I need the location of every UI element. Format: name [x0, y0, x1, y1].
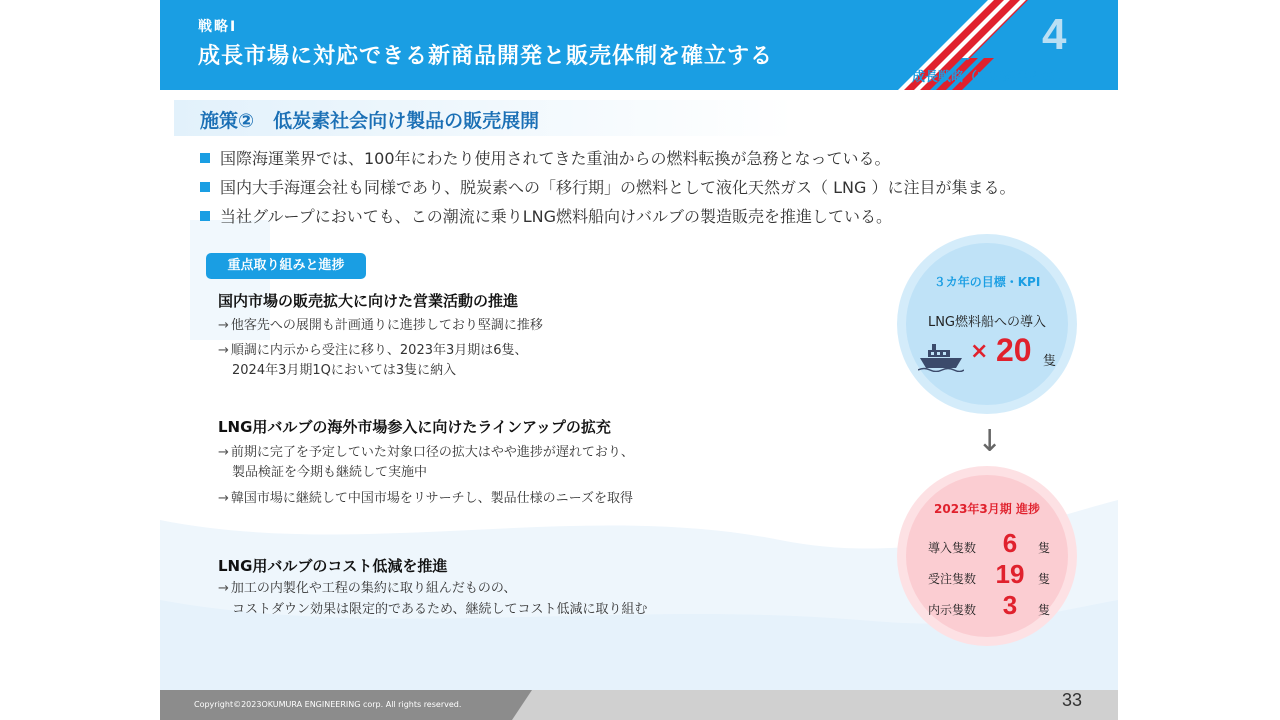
arrow-icon: → — [218, 491, 229, 506]
ship-icon — [918, 342, 964, 372]
progress-row — [928, 561, 1058, 591]
progress-value: 3 — [1002, 590, 1018, 620]
down-arrow-icon: ↓ — [977, 424, 1003, 459]
focus-item-line: 製品検証を今期も継続して実施中 — [232, 465, 428, 480]
progress-unit: 隻 — [1038, 572, 1051, 586]
progress-label: 導入隻数 — [928, 541, 977, 555]
square-bullet-icon — [200, 211, 210, 221]
bullet-item — [200, 143, 1015, 172]
arrow-icon: → — [218, 318, 229, 333]
focus-item-line: 2024年3月期1Qにおいては3隻に納入 — [232, 363, 457, 378]
progress-value: 19 — [995, 559, 1025, 589]
bullet-text: 国際海運業界では、100年にわたり使用されてきた重油からの燃料転換が急務となっている。 — [220, 149, 891, 168]
progress-label: 受注隻数 — [928, 572, 977, 586]
arrow-icon: → — [218, 581, 229, 596]
chapter-number: 4 — [1042, 10, 1067, 59]
focus-item-line: → 前期に完了を予定していた対象口径の拡大はやや進捗が遅れており、 — [218, 445, 634, 460]
focus-item-title: 国内市場の販売拡大に向けた営業活動の推進 — [218, 292, 519, 310]
focus-item-line: → 順調に内示から受注に移り、2023年3月期は6隻、 — [218, 343, 528, 358]
kpi-title: ３カ年の目標・KPI — [933, 275, 1041, 289]
copyright-text: Copyright©2023OKUMURA ENGINEERING corp. All rights reserved. — [194, 700, 462, 709]
focus-tag: 重点取り組みと進捗 — [206, 253, 366, 279]
focus-item-line: コストダウン効果は限定的であるため、継続してコスト低減に取り組む — [232, 602, 648, 617]
arrow-icon: → — [218, 343, 229, 358]
focus-item-line: → 加工の内製化や工程の集約に取り組んだものの、 — [218, 581, 517, 596]
progress-title: 2023年3月期 進捗 — [934, 502, 1040, 516]
measure-title: 施策② 低炭素社会向け製品の販売展開 — [200, 110, 540, 132]
arrow-icon: → — [218, 445, 229, 460]
progress-label: 内示隻数 — [928, 603, 977, 617]
progress-unit: 隻 — [1038, 541, 1051, 555]
bullet-list — [200, 143, 1015, 230]
bullet-item — [200, 172, 1015, 201]
focus-item-title: LNG用バルブのコスト低減を推進 — [218, 557, 448, 575]
focus-item-line: → 韓国市場に継続して中国市場をリサーチし、製品仕様のニーズを取得 — [218, 491, 633, 506]
strategy-label: 戦略Ⅰ — [198, 19, 238, 35]
kpi-unit: 隻 — [1043, 354, 1057, 369]
slide — [160, 0, 1118, 720]
bullet-item — [200, 201, 1015, 230]
page-title: 成長市場に対応できる新商品開発と販売体制を確立する — [198, 44, 774, 69]
kpi-value: 20 — [996, 332, 1032, 368]
progress-row — [928, 592, 1058, 622]
progress-value: 6 — [1002, 528, 1018, 558]
section-label: 成長戦略（中期経営計画） — [912, 70, 1069, 85]
focus-item-line: → 他客先への展開も計画通りに進捗しており堅調に推移 — [218, 318, 543, 333]
progress-row — [928, 530, 1058, 560]
page-number: 33 — [1062, 690, 1083, 710]
times-sign: × — [970, 339, 989, 364]
bullet-text: 当社グループにおいても、この潮流に乗りLNG燃料船向けバルブの製造販売を推進している。 — [220, 207, 893, 226]
bullet-text: 国内大手海運会社も同様であり、脱炭素への「移行期」の燃料として液化天然ガス（ LNG ）に注目が集まる。 — [220, 178, 1016, 197]
square-bullet-icon — [200, 182, 210, 192]
kpi-subtitle: LNG燃料船への導入 — [927, 315, 1047, 330]
focus-item-title: LNG用バルブの海外市場参入に向けたラインアップの拡充 — [218, 418, 611, 436]
square-bullet-icon — [200, 153, 210, 163]
progress-unit: 隻 — [1038, 603, 1051, 617]
